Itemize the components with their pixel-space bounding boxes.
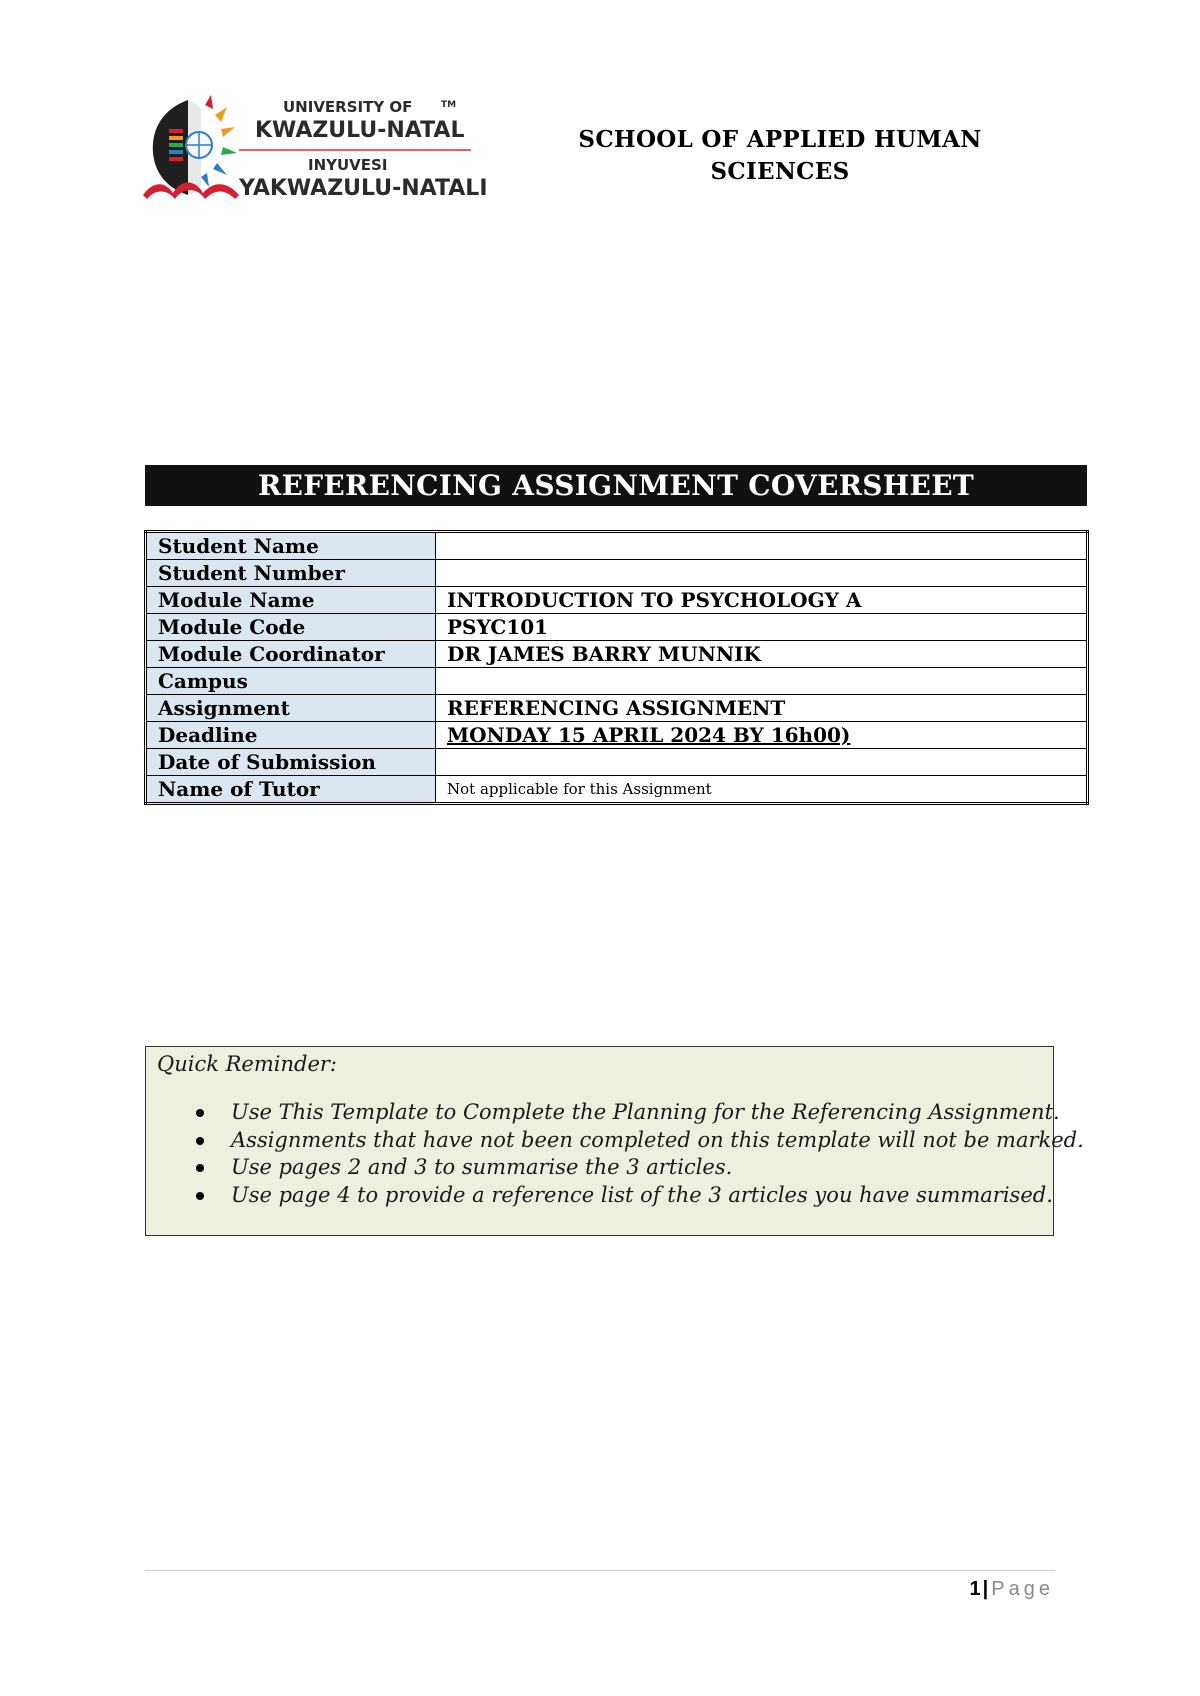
deadline-cell (436, 722, 1088, 749)
campus-label: Campus (146, 668, 436, 695)
page-separator: | (982, 1578, 989, 1600)
module-name-value: INTRODUCTION TO PSYCHOLOGY A (436, 587, 1088, 614)
table-row (146, 587, 1088, 614)
quick-reminder-box (145, 1046, 1084, 1236)
campus-field[interactable] (436, 668, 1088, 695)
student-name-field[interactable] (436, 532, 1088, 560)
reminder-title: Quick Reminder: (157, 1052, 337, 1076)
assignment-label: Assignment (146, 695, 436, 722)
module-coordinator-value: DR JAMES BARRY MUNNIK (436, 641, 1088, 668)
module-code-value: PSYC101 (436, 614, 1088, 641)
table-row (146, 641, 1088, 668)
table-row (146, 614, 1088, 641)
table-row (146, 776, 1088, 804)
reminder-item-text: Use page 4 to provide a reference list of the 3 articles you have summarised. (231, 1182, 1053, 1207)
logo-line-1: UNIVERSITY OF (283, 98, 413, 116)
reminder-item-text: Use pages 2 and 3 to summarise the 3 articles. (231, 1155, 733, 1179)
student-details-table (144, 530, 1089, 805)
table-row (146, 749, 1088, 776)
bullet-icon (196, 1137, 204, 1145)
table-row (146, 695, 1088, 722)
name-of-tutor-label: Name of Tutor (146, 776, 436, 804)
name-of-tutor-value: Not applicable for this Assignment (436, 776, 1088, 804)
logo-line-2: KWAZULU-NATAL (255, 118, 465, 143)
date-of-submission-field[interactable] (436, 749, 1088, 776)
list-item (146, 1182, 1084, 1210)
list-item (146, 1127, 1084, 1155)
reminder-list (146, 1099, 1084, 1209)
reminder-item-text: Use This Template to Complete the Planning for the Referencing Assignment. (231, 1100, 1060, 1124)
reminder-item-text: Assignments that have not been completed on this template will not be marked. (231, 1127, 1084, 1152)
logo-line-3: INYUVESI (308, 156, 388, 174)
page-label: Page (991, 1578, 1054, 1600)
module-name-label: Module Name (146, 587, 436, 614)
coversheet-banner: REFERENCING ASSIGNMENT COVERSHEET (145, 465, 1087, 506)
student-number-field[interactable] (436, 560, 1088, 587)
footer-divider (145, 1570, 1055, 1571)
table-row (146, 722, 1088, 749)
student-number-label: Student Number (146, 560, 436, 587)
student-name-label: Student Name (146, 532, 436, 560)
bullet-icon (196, 1109, 204, 1117)
deadline-label: Deadline (146, 722, 436, 749)
deadline-value: MONDAY 15 APRIL 2024 BY 16h00) (447, 723, 851, 747)
logo-line-4: YAKWAZULU-NATALI (239, 176, 488, 201)
page-footer (970, 1575, 1054, 1603)
shield-emblem-icon (143, 95, 239, 199)
assignment-value: REFERENCING ASSIGNMENT (436, 695, 1088, 722)
bullet-icon (196, 1164, 204, 1172)
bullet-icon (196, 1192, 204, 1200)
module-code-label: Module Code (146, 614, 436, 641)
university-logo (143, 95, 493, 210)
table-row (146, 532, 1088, 560)
table-row (146, 560, 1088, 587)
school-title-line-1: SCHOOL OF APPLIED HUMAN (578, 126, 982, 153)
list-item (146, 1154, 1084, 1182)
school-title (560, 124, 1000, 188)
logo-trademark: TM (441, 100, 457, 110)
module-coordinator-label: Module Coordinator (146, 641, 436, 668)
table-row (146, 668, 1088, 695)
school-title-line-2: SCIENCES (710, 158, 850, 185)
list-item (146, 1099, 1084, 1127)
date-of-submission-label: Date of Submission (146, 749, 436, 776)
page-number: 1 (969, 1578, 981, 1600)
